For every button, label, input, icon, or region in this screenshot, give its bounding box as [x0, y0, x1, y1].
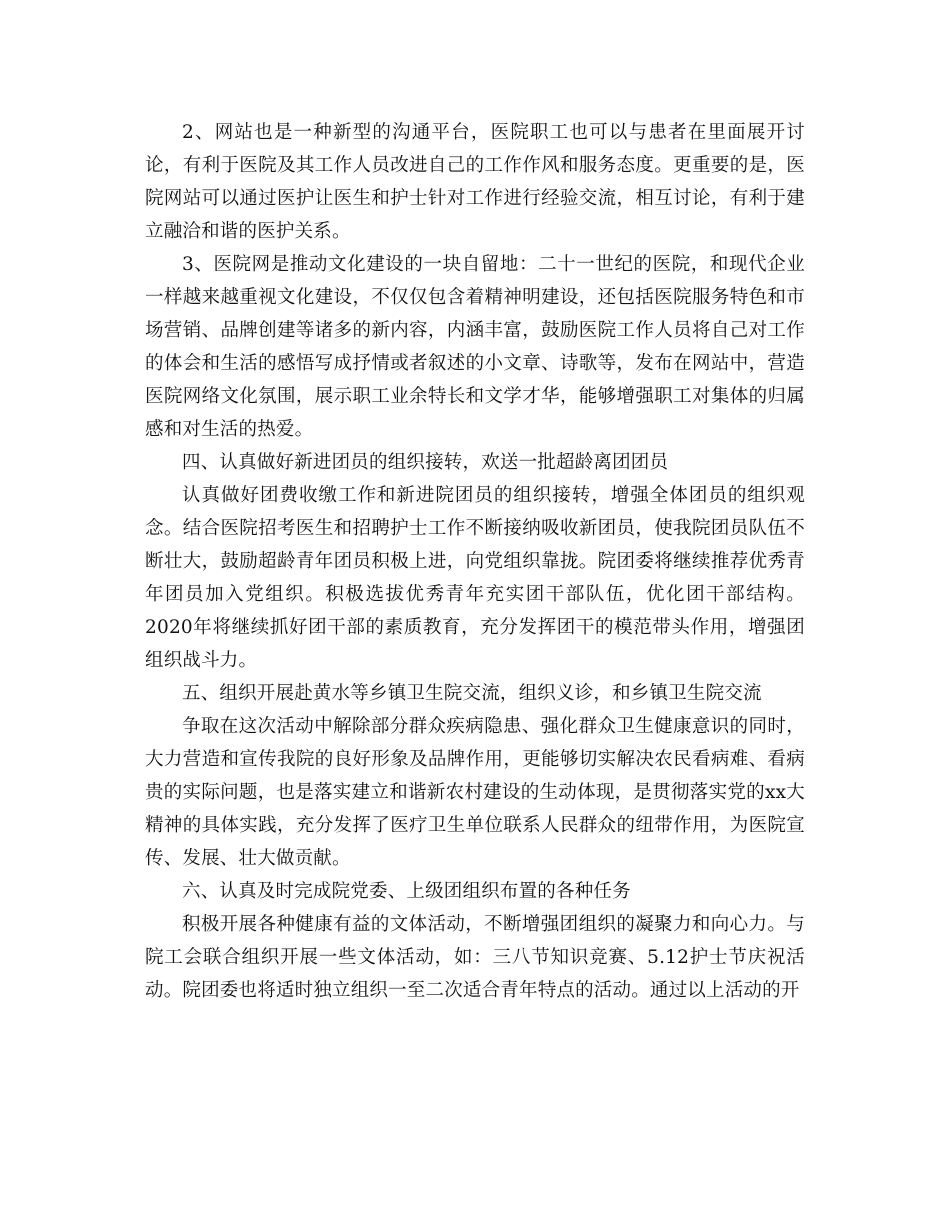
paragraph-township-exchange: 争取在这次活动中解除部分群众疾病隐患、强化群众卫生健康意识的同时，大力营造和宣传我院的良好形象及品牌作用，更能够切实解决农民看病难、看病贵的实际问题，也是落实建立和谐新农村建设的生动体现，是贯彻落实党的xx大精神的具体实践，充分发挥了医疗卫生单位联系人民群众的纽带作用，为医院宣传、发展、壮大做贡献。	[145, 716, 805, 869]
paragraph-culture-building: 3、医院网是推动文化建设的一块自留地：二十一世纪的医院，和现代企业一样越来越重视文化建设，不仅仅包含着精神明建设，还包括医院服务特色和市场营销、品牌创建等诸多的新内容，内涵丰富，鼓励医院工作人员将自己对工作的体会和生活的感悟写成抒情或者叙述的小文章、诗歌等，发布在网站中，营造医院网络文化氛围，展示职工业余特长和文学才华，能够增强职工对集体的归属感和对生活的热爱。	[145, 254, 805, 440]
section-heading-6: 六、认真及时完成院党委、上级团组织布置的各种任务	[182, 881, 631, 902]
paragraph-member-transfer: 认真做好团费收缴工作和新进院团员的组织接转，增强全体团员的组织观念。结合医院招考医生和招聘护士工作不断接纳吸收新团员，使我院团员队伍不断壮大，鼓励超龄青年团员积极上进，向党组织靠拢。院团委将继续推荐优秀青年团员加入党组织。积极选拔优秀青年充实团干部队伍，优化团干部结构。2020年将继续抓好团干部的素质教育，充分发挥团干的模范带头作用，增强团组织战斗力。	[145, 485, 805, 671]
document-page	[145, 116, 805, 1007]
section-heading-5: 五、组织开展赴黄水等乡镇卫生院交流，组织义诊，和乡镇卫生院交流	[182, 683, 762, 704]
section-heading-4: 四、认真做好新进团员的组织接转，欢送一批超龄离团团员	[182, 452, 669, 473]
paragraph-website-communication: 2、网站也是一种新型的沟通平台，医院职工也可以与患者在里面展开讨论，有利于医院及其工作人员改进自己的工作作风和服务态度。更重要的是，医院网站可以通过医护让医生和护士针对工作进行经验交流，相互讨论，有利于建立融洽和谐的医护关系。	[145, 122, 805, 242]
paragraph-cultural-activities: 积极开展各种健康有益的文体活动，不断增强团组织的凝聚力和向心力。与院工会联合组织开展一些文体活动，如：三八节知识竞赛、5.12护士节庆祝活动。院团委也将适时独立组织一至二次适合青年特点的活动。通过以上活动的开	[145, 914, 805, 1001]
